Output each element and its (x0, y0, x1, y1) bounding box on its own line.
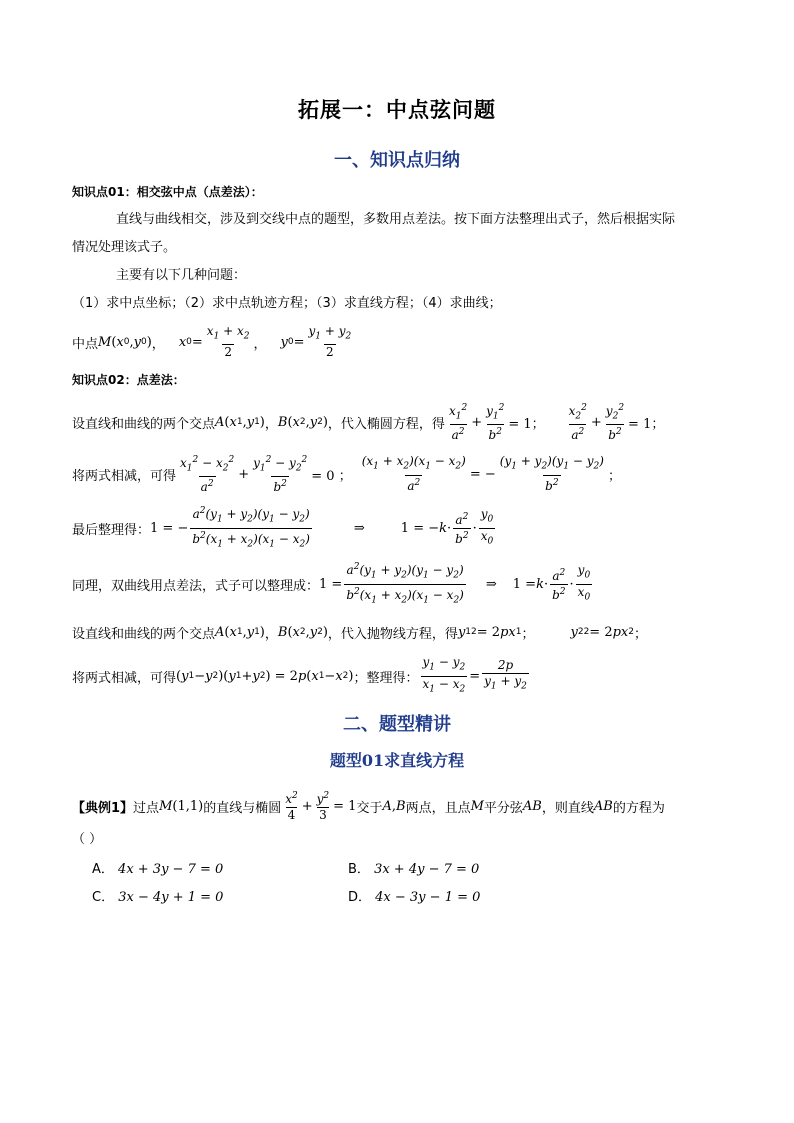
midpoint-expr: M (98, 334, 112, 350)
hyperbola-result: 同理，双曲线用点差法，式子可以整理成： 1 = $\frac{a^2(y_1 + y_2)(y_1 - y_2)}{b^2(x_1 + x_2)(x_1 - x_2)}$ ⇒ 1 = k · $\frac{a^2}{b^2}$ · $\frac{y_0}{x_0}$ (72, 564, 594, 604)
option-c[interactable] (92, 886, 223, 905)
page-title: 拓展一：中点弦问题 (298, 98, 496, 122)
option-c-label: C． (92, 890, 115, 905)
example1-text7: 的方程为 (612, 800, 665, 816)
y0-fraction: $\frac{y_1 + y_2}{2}$ (308, 323, 352, 360)
parabola-text2: ，代入抛物线方程，得 (327, 626, 458, 642)
kp2-heading: 知识点02：点差法： (72, 373, 185, 387)
option-d-eq: 4x − 3y − 1 = 0 (375, 890, 481, 905)
x0-fraction: $\frac{x_1 + x_2}{2}$ (206, 323, 250, 360)
example1-label: 【典例1】 (72, 800, 134, 816)
parabola-result: 将两式相减，可得 ( y 1 − y 2 )( y 1 + y 2 ) = 2 p ( x 1 − x 2 ) ；整理得： $\frac{y_1 - y_2}{x_1 - x_2}$ = $\frac{2p}{y_1 + y_2}$ (72, 656, 531, 696)
midpoint-prefix: 中点 (72, 336, 99, 352)
parabola-result-text: ；整理得： (353, 670, 419, 686)
option-a[interactable] (92, 858, 223, 877)
option-b[interactable] (348, 858, 479, 877)
ellipse-final-result: 最后整理得： 1 = − $\frac{a^2(y_1 + y_2)(y_1 - y_2)}{b^2(x_1 + x_2)(x_1 - x_2)}$ ⇒ 1 = − k · $\frac{a^2}{b^2}$ · $\frac{y_0}{x_0}$ (72, 508, 497, 548)
option-b-label: B． (348, 862, 370, 877)
option-c-eq: 3x − 4y + 1 = 0 (118, 890, 224, 905)
parabola-subtract-text: 将两式相减，可得 (72, 670, 177, 686)
kp1-paragraph-line2: 情况处理该式子。 (72, 240, 177, 255)
ellipse-substitution: 设直线和曲线的两个交点 A ( x 1 , y 1 ) ， B ( x 2 , y 2 ) ，代入椭圆方程，得 $\frac{x_1^2}{a^2}$ + $\frac{y_1^2}{b^2}$ = 1； $\frac{x_2^2}{a^2}$ + $\frac{y_2^2}{b^2}$ = 1； (72, 402, 665, 443)
kp1-problem-intro: 主要有以下几种问题： (116, 268, 247, 283)
example1-text5: 平分弦 (483, 800, 523, 816)
example1-text3: 交于 (356, 800, 383, 816)
hyperbola-text: 同理，双曲线用点差法，式子可以整理成： (72, 578, 320, 594)
example1-text6: ，则直线 (541, 800, 594, 816)
option-d-label: D． (348, 890, 372, 905)
final-text: 最后整理得： (72, 522, 151, 538)
parabola-text: 设直线和曲线的两个交点 (72, 626, 216, 642)
example1-text2: 的直线与椭圆 (203, 800, 282, 816)
midpoint-formula: 中点 M ( x 0 , y 0 ) ， x 0 = $\frac{x_1 + x_2}{2}$ ， y 0 = $\frac{y_1 + y_2}{2}$ (72, 323, 352, 360)
option-a-label: A． (92, 862, 114, 877)
section-title-knowledge: 一、知识点归纳 (334, 150, 460, 171)
example1-paren: （ ） (72, 832, 103, 847)
parabola-substitution: 设直线和曲线的两个交点 A ( x 1 , y 1 ) ， B ( x 2 , y 2 ) ，代入抛物线方程，得 y 1 2 = 2 px 1 ； y 2 2 = 2 px 2 ； (72, 624, 647, 642)
kp1-problem-list: （1）求中点坐标；（2）求中点轨迹方程；（3）求直线方程；（4）求曲线； (72, 296, 502, 311)
section-title-types: 二、题型精讲 (343, 714, 451, 735)
subtract-text: 将两式相减，可得 (72, 468, 177, 484)
kp1-paragraph-line1: 直线与曲线相交，涉及到交线中点的题型，多数用点差法。按下面方法整理出式子，然后根据实际 (116, 212, 676, 227)
option-a-eq: 4x + 3y − 7 = 0 (118, 862, 224, 877)
ellipse-subtraction: 将两式相减，可得 $\frac{x_1^2 - x_2^2}{a^2}$ + $\frac{y_1^2 - y_2^2}{b^2}$ = 0 ； $\frac{(x_1 + x_2)(x_1 - x_2)}{a^2}$ = − $\frac{(y_1 + y_2)(y_1 - y_2)}{b^2}$ ； (72, 454, 621, 495)
ellipse-text: 设直线和曲线的两个交点 (72, 416, 216, 432)
example1-question: 【典例1】 过点 M (1,1) 的直线与椭圆 $\frac{x^2}{4}$ + $\frac{y^2}{3}$ = 1 交于 A , B 两点，且点 M 平分弦 AB ，则直线 AB 的方程为 (72, 791, 665, 822)
type01-title: 题型01求直线方程 (329, 751, 465, 770)
kp1-heading: 知识点01：相交弦中点（点差法）： (72, 185, 263, 199)
option-d[interactable] (348, 886, 480, 905)
example1-text4: 两点，且点 (405, 800, 471, 816)
option-b-eq: 3x + 4y − 7 = 0 (374, 862, 480, 877)
ellipse-text2: ，代入椭圆方程，得 (327, 416, 445, 432)
example1-text1: 过点 (133, 800, 160, 816)
